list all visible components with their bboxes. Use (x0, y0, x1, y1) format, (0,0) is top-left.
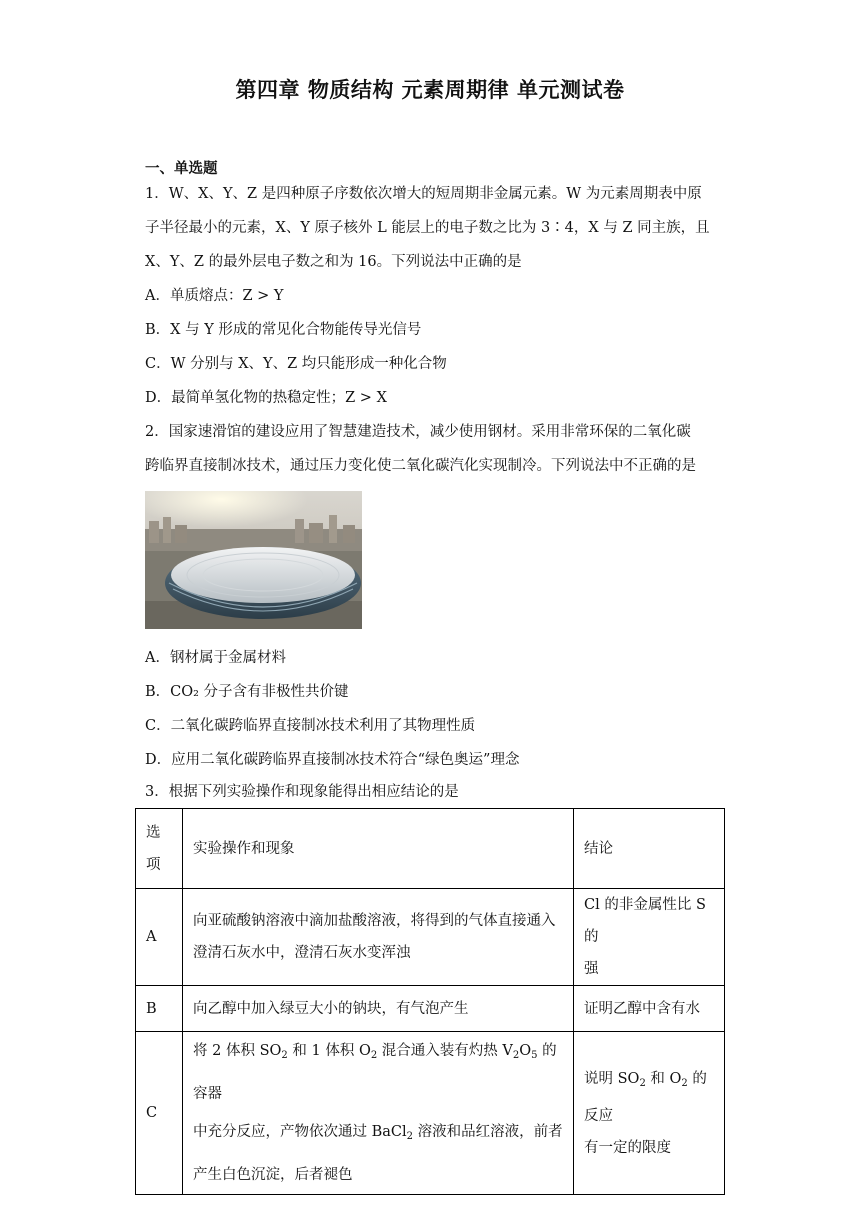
q2-option-d: D．应用二氧化碳跨临界直接制冰技术符合“绿色奥运”理念 (145, 752, 520, 768)
q1-option-a: A．单质熔点：Z > Y (145, 288, 284, 304)
header-operation: 实验操作和现象 (183, 809, 574, 889)
q1-line-3: X、Y、Z 的最外层电子数之和为 16。下列说法中正确的是 (145, 254, 522, 270)
q2-line-2: 跨临界直接制冰技术，通过压力变化使二氧化碳汽化实现制冷。下列说法中不正确的是 (145, 458, 696, 474)
q2-line-1: 2．国家速滑馆的建设应用了智慧建造技术，减少使用钢材。采用非常环保的二氧化碳 (145, 424, 691, 440)
q3-stem: 3．根据下列实验操作和现象能得出相应结论的是 (145, 784, 459, 800)
table-header-row (136, 809, 725, 889)
q2-option-a: A．钢材属于金属材料 (145, 650, 286, 666)
q1-option-b: B．X 与 Y 形成的常见化合物能传导光信号 (145, 322, 422, 338)
q1-line-2: 子半径最小的元素，X、Y 原子核外 L 能层上的电子数之比为 3∶4，X 与 Z 同主族，且 (145, 220, 710, 236)
q1-line-1: 1．W、X、Y、Z 是四种原子序数依次增大的短周期非金属元素。W 为元素周期表中原 (145, 186, 702, 202)
q2-option-b: B．CO₂ 分子含有非极性共价键 (145, 684, 349, 700)
row-a-conclusion: Cl 的非金属性比 S 的 强 (574, 889, 725, 986)
table-row (136, 889, 725, 986)
table-row (136, 1032, 725, 1195)
q1-option-c: C．W 分别与 X、Y、Z 均只能形成一种化合物 (145, 356, 447, 372)
section-heading: 一、单选题 (145, 161, 218, 177)
row-a-operation: 向亚硫酸钠溶液中滴加盐酸溶液，将得到的气体直接通入 澄清石灰水中，澄清石灰水变浑浊 (183, 889, 574, 986)
row-c-option: C (136, 1032, 183, 1195)
header-option: 选 项 (136, 809, 183, 889)
page-title: 第四章 物质结构 元素周期律 单元测试卷 (235, 78, 625, 102)
row-b-operation: 向乙醇中加入绿豆大小的钠块，有气泡产生 (183, 986, 574, 1032)
row-b-conclusion: 证明乙醇中含有水 (574, 986, 725, 1032)
row-a-option: A (136, 889, 183, 986)
speed-skating-oval-photo (145, 491, 362, 629)
row-c-conclusion: 说明 $SO_2$ 和 $O_2$ 的反应 有一定的限度 (574, 1032, 725, 1195)
q2-option-c: C．二氧化碳跨临界直接制冰技术利用了其物理性质 (145, 718, 476, 734)
table-row (136, 986, 725, 1032)
experiment-table (135, 808, 725, 1195)
q1-option-d: D．最简单氢化物的热稳定性；Z > X (145, 390, 387, 406)
row-b-option: B (136, 986, 183, 1032)
header-conclusion: 结论 (574, 809, 725, 889)
row-c-operation: 将 2 体积 $SO_2$ 和 1 体积 $O_2$ 混合通入装有灼热 $V_2O_5$ 的容器 中充分反应，产物依次通过 BaCl$_2$ 溶液和品红溶液，前者 产生白色沉淀，后者褪色 (183, 1032, 574, 1195)
